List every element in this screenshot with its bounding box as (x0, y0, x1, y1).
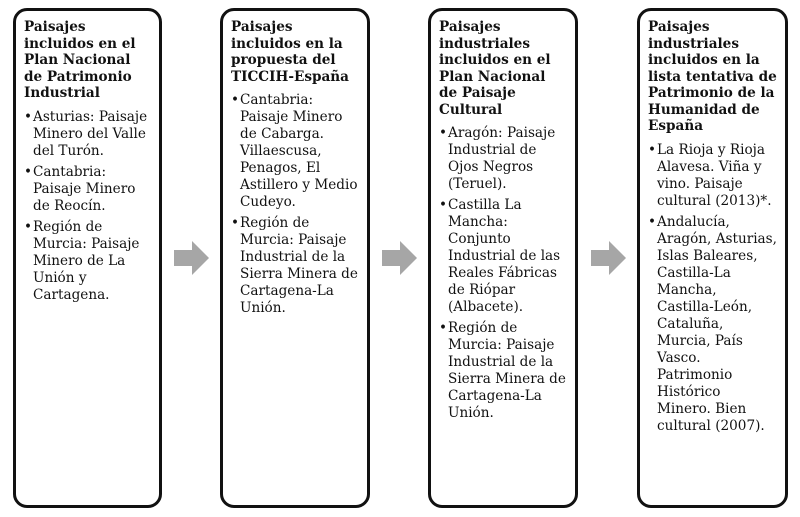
box-plan-nacional-paisaje-cultural (428, 8, 578, 508)
box-item-list (231, 92, 359, 317)
box-item-list (24, 109, 151, 304)
box-plan-nacional-patrimonio-industrial (13, 8, 162, 508)
right-arrow-icon (174, 240, 210, 276)
list-item: • Asturias: Paisaje Minero del Valle del Turón. (24, 109, 151, 160)
box-title: Paisajes incluidos en el Plan Nacional de Patrimonio Industrial (24, 19, 136, 101)
right-arrow-icon (382, 240, 418, 276)
list-item: • Castilla La Mancha: Conjunto Industrial de las Reales Fábricas de Riópar (Albacete). (439, 197, 567, 316)
list-item: • Región de Murcia: Paisaje Industrial de la Sierra Minera de Cartagena-La Unión. (439, 320, 567, 422)
list-item: • Cantabria: Paisaje Minero de Cabarga. Villaescusa, Penagos, El Astillero y Medio Cudeyo. (231, 92, 359, 211)
box-title: Paisajes incluidos en la propuesta del TICCIH-España (231, 19, 349, 85)
right-arrow-icon (591, 240, 627, 276)
box-item-list (439, 125, 567, 422)
box-title: Paisajes industriales incluidos en la lista tentativa de Patrimonio de la Humanidad de España (648, 19, 777, 134)
list-item: • Región de Murcia: Paisaje Industrial de la Sierra Minera de Cartagena-La Unión. (231, 215, 359, 317)
list-item: • Andalucía, Aragón, Asturias, Islas Baleares, Castilla-La Mancha, Castilla-León, Cataluña, Murcia, País Vasco. Patrimonio Histórico Minero. Bien cultural (2007). (648, 214, 777, 435)
box-item-list (648, 142, 777, 435)
list-item: • Cantabria: Paisaje Minero de Reocín. (24, 164, 151, 215)
list-item: • Región de Murcia: Paisaje Minero de La Unión y Cartagena. (24, 219, 151, 304)
box-propuesta-ticcih-espana (220, 8, 370, 508)
box-title: Paisajes industriales incluidos en el Plan Nacional de Paisaje Cultural (439, 19, 551, 118)
list-item: • La Rioja y Rioja Alavesa. Viña y vino. Paisaje cultural (2013)*. (648, 142, 777, 210)
box-lista-tentativa-patrimonio-humanidad (637, 8, 788, 508)
list-item: • Aragón: Paisaje Industrial de Ojos Negros (Teruel). (439, 125, 567, 193)
